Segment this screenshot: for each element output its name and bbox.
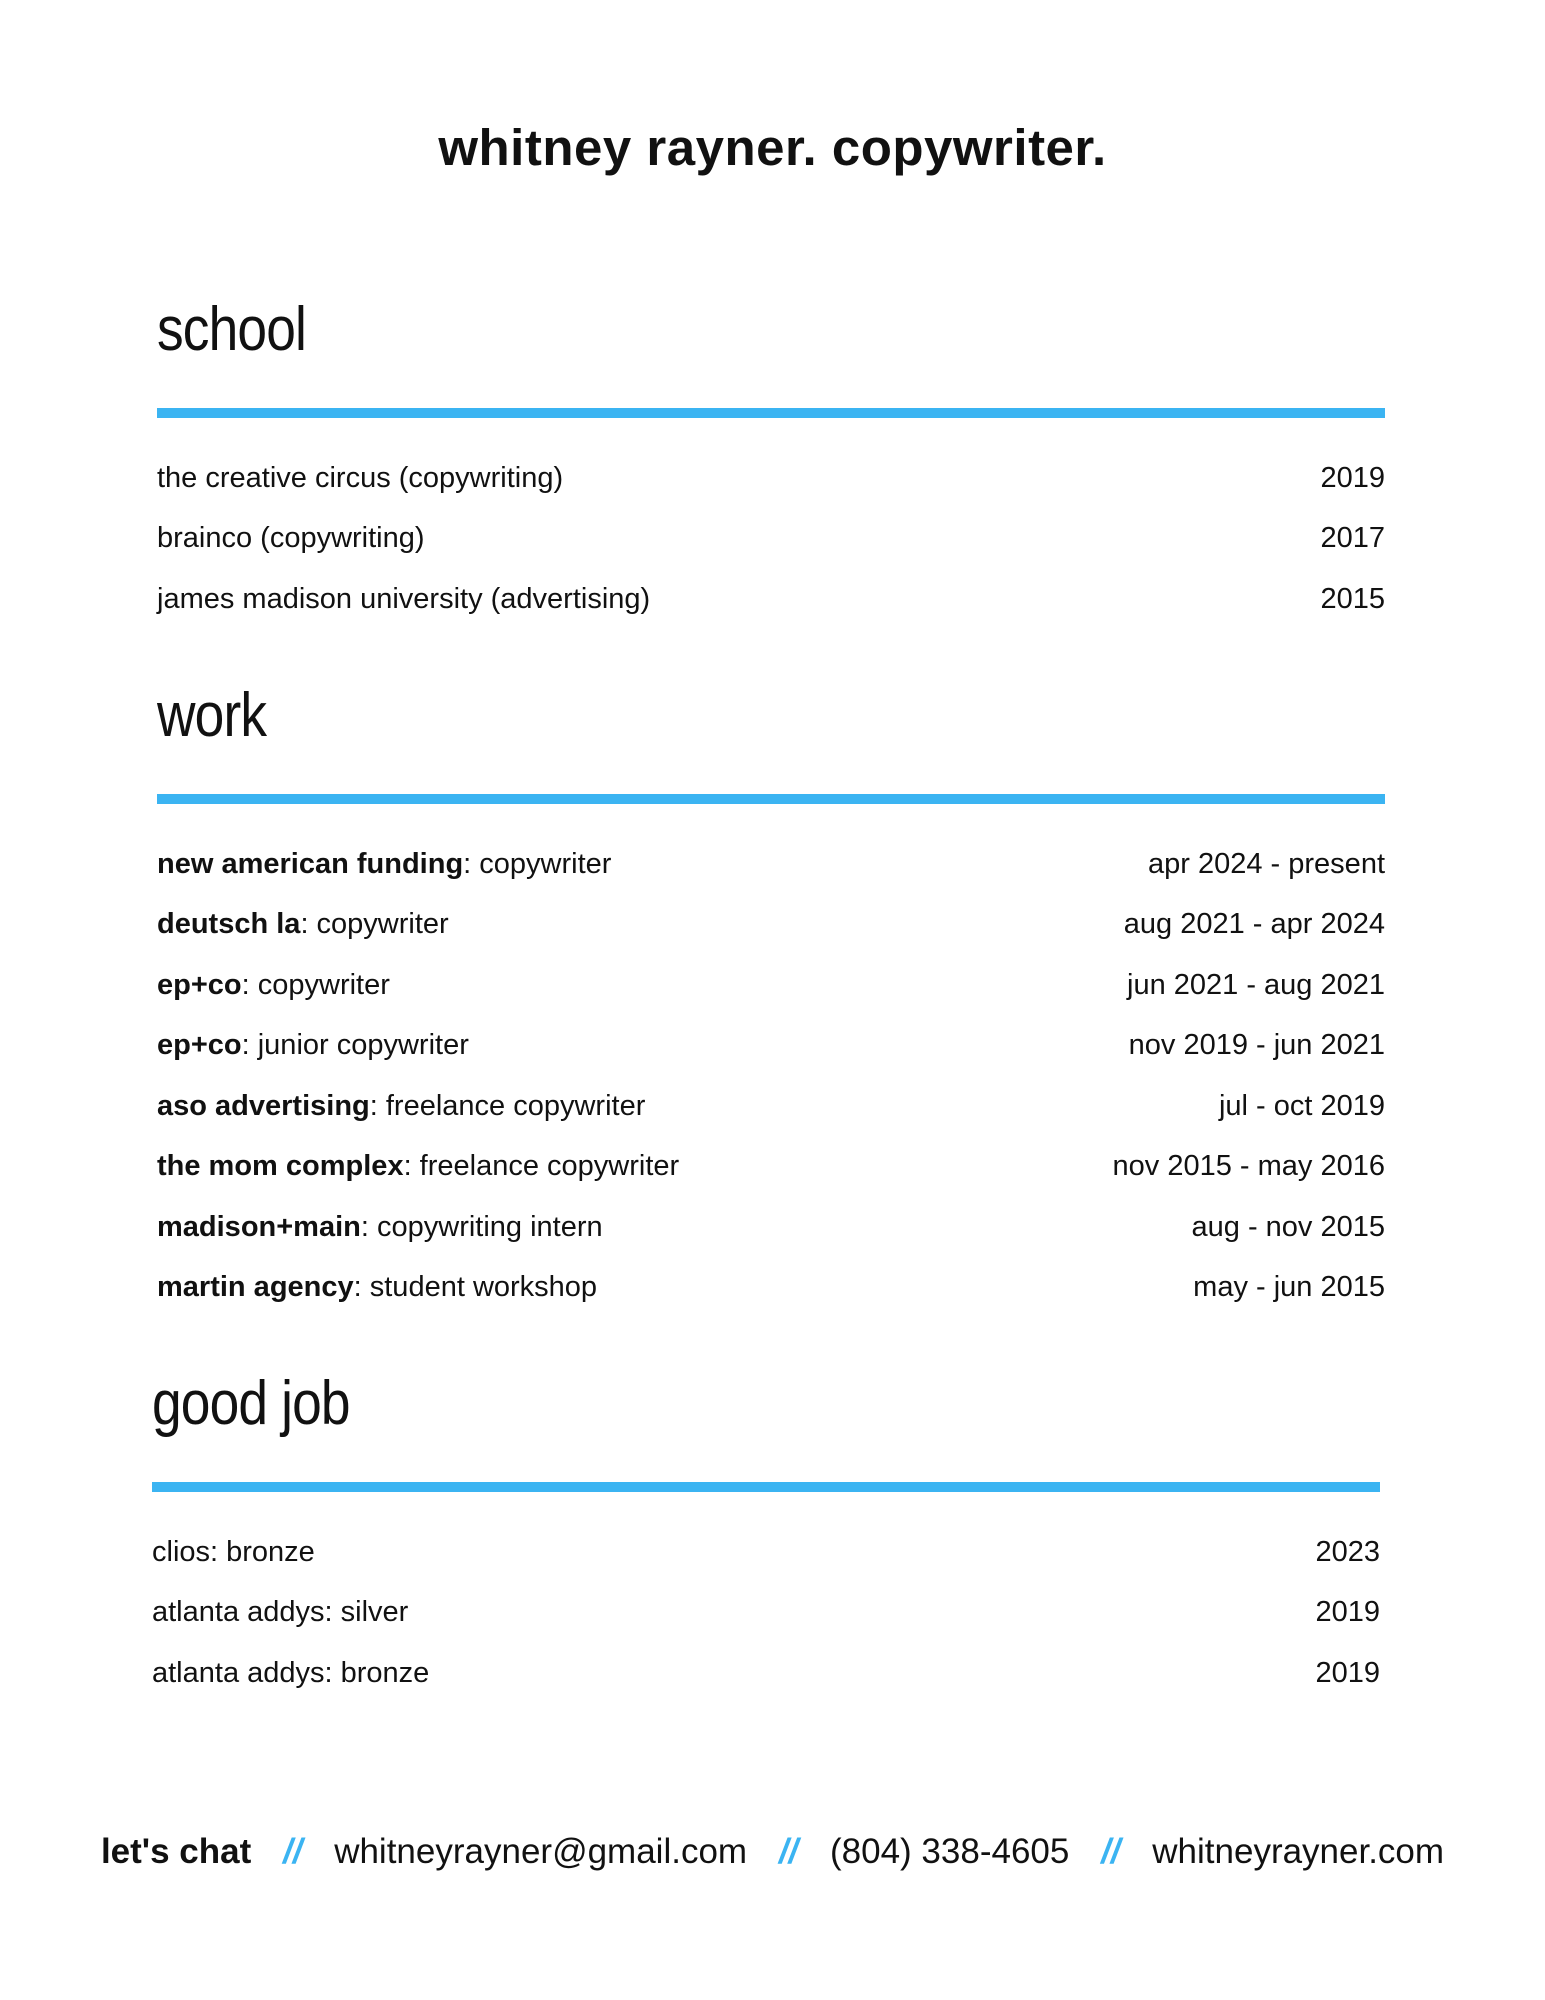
work-dates: aug 2021 - apr 2024 <box>1123 908 1385 941</box>
work-dates: nov 2019 - jun 2021 <box>1128 1029 1385 1062</box>
work-dates: jul - oct 2019 <box>1218 1089 1385 1122</box>
separator: // <box>1101 1832 1121 1871</box>
work-dates: aug - nov 2015 <box>1191 1210 1385 1243</box>
school-item <box>157 569 1385 630</box>
award-year: 2023 <box>1315 1535 1380 1568</box>
work-role: : freelance copywriter <box>369 1089 646 1122</box>
work-company: martin agency <box>157 1271 354 1304</box>
school-year: 2019 <box>1320 461 1385 494</box>
section-heading-work: work <box>157 681 267 750</box>
school-year: 2017 <box>1320 522 1385 555</box>
lets-chat-label: let's chat <box>100 1832 252 1871</box>
work-item <box>157 1258 1385 1319</box>
work-item <box>157 1197 1385 1258</box>
contact-footer <box>0 1832 1545 1872</box>
work-item <box>157 1016 1385 1077</box>
section-divider <box>157 408 1385 418</box>
awards-section <box>152 1364 1380 1704</box>
school-name: james madison university (advertising) <box>157 582 651 615</box>
work-role: : copywriter <box>241 968 390 1001</box>
work-company: new american funding <box>157 847 464 880</box>
work-role: : copywriter <box>463 847 612 880</box>
work-dates: apr 2024 - present <box>1148 847 1385 880</box>
work-item <box>157 895 1385 956</box>
work-role: : copywriter <box>300 908 449 941</box>
work-dates: nov 2015 - may 2016 <box>1112 1150 1385 1183</box>
work-item <box>157 1076 1385 1137</box>
section-divider <box>152 1482 1380 1492</box>
work-role: : student workshop <box>353 1271 598 1304</box>
award-year: 2019 <box>1315 1656 1380 1689</box>
award-name: atlanta addys: bronze <box>152 1656 430 1689</box>
separator: // <box>283 1832 303 1871</box>
work-section <box>157 676 1385 1318</box>
work-dates: jun 2021 - aug 2021 <box>1127 968 1385 1001</box>
work-company: the mom complex <box>157 1150 404 1183</box>
work-dates: may - jun 2015 <box>1193 1271 1385 1304</box>
work-company: aso advertising <box>157 1089 370 1122</box>
website-link[interactable]: whitneyrayner.com <box>1152 1832 1445 1871</box>
work-company: deutsch la <box>157 908 301 941</box>
email-link[interactable]: whitneyrayner@gmail.com <box>334 1832 748 1871</box>
phone-link[interactable]: (804) 338-4605 <box>830 1832 1070 1871</box>
school-name: brainco (copywriting) <box>157 522 425 555</box>
award-item <box>152 1522 1380 1583</box>
page-title: whitney rayner. copywriter. <box>438 119 1107 176</box>
school-section <box>157 290 1385 630</box>
award-item <box>152 1643 1380 1704</box>
award-item <box>152 1583 1380 1644</box>
work-role: : freelance copywriter <box>403 1150 680 1183</box>
award-year: 2019 <box>1315 1596 1380 1629</box>
work-company: ep+co <box>157 968 242 1001</box>
work-item <box>157 834 1385 895</box>
award-name: clios: bronze <box>152 1535 315 1568</box>
section-heading-school: school <box>157 295 306 364</box>
work-item <box>157 955 1385 1016</box>
school-name: the creative circus (copywriting) <box>157 461 564 494</box>
separator: // <box>778 1832 799 1871</box>
work-list <box>157 834 1385 1318</box>
award-name: atlanta addys: silver <box>152 1596 409 1629</box>
school-list <box>157 448 1385 630</box>
work-role: : junior copywriter <box>241 1029 469 1062</box>
section-heading-awards: good job <box>152 1369 350 1438</box>
work-role: : copywriting intern <box>360 1210 603 1243</box>
school-year: 2015 <box>1320 582 1385 615</box>
work-company: madison+main <box>157 1210 361 1243</box>
work-item <box>157 1137 1385 1198</box>
school-item <box>157 448 1385 509</box>
school-item <box>157 509 1385 570</box>
work-company: ep+co <box>157 1029 242 1062</box>
section-divider <box>157 794 1385 804</box>
awards-list <box>152 1522 1380 1704</box>
